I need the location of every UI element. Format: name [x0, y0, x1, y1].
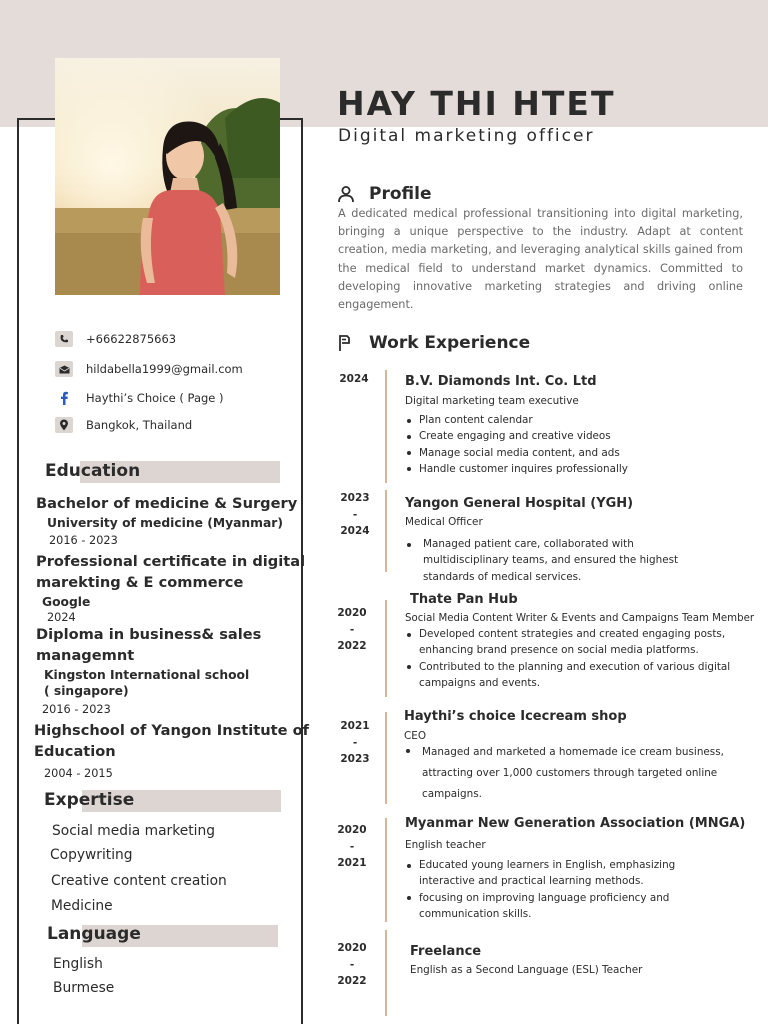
job-bullet-continued: attracting over 1,000 customers through targeted online [422, 767, 718, 779]
job-entry [404, 709, 724, 805]
job-role: CEO [404, 730, 426, 742]
language-item: English [53, 956, 103, 972]
job-entry [405, 592, 754, 691]
contact-phone[interactable] [55, 331, 176, 347]
education-entry [34, 721, 309, 781]
education-years: 2024 [47, 611, 76, 624]
education-entry [36, 494, 297, 548]
mail-icon [55, 361, 73, 377]
education-entry [36, 625, 261, 717]
education-degree: managemnt [36, 646, 135, 664]
education-institution: Google [42, 595, 91, 609]
timeline-line [385, 818, 387, 922]
job-role: Medical Officer [405, 516, 483, 528]
contact-email-text: hildabella1999@gmail.com [86, 362, 243, 376]
education-degree: Education [34, 742, 116, 760]
job-year-separator: - [349, 623, 355, 636]
job-company: B.V. Diamonds Int. Co. Ltd [405, 374, 597, 389]
education-entry [36, 552, 305, 625]
candidate-name: HAY THI HTET [337, 84, 616, 123]
contact-phone-text: +66622875663 [86, 332, 177, 346]
job-bullet-continued: campaigns and events. [419, 676, 541, 689]
job-company: Haythi’s choice Icecream shop [404, 709, 627, 724]
timeline-line [385, 370, 387, 483]
job-bullets [404, 742, 724, 805]
job-role: Social Media Content Writer & Events and Campaigns Team Member [405, 613, 755, 624]
work-heading [337, 333, 530, 353]
education-years: 2016 - 2023 [49, 533, 118, 547]
job-entry [405, 496, 678, 585]
job-role: English teacher [405, 839, 486, 851]
education-degree: marekting & E commerce [36, 573, 244, 591]
job-year: 2022 [337, 975, 367, 987]
contact-location-text: Bangkok, Thailand [86, 418, 193, 432]
job-bullet: Handle customer inquires professionally [405, 461, 628, 477]
language-heading: Language [47, 924, 141, 944]
job-year: 2024 [339, 373, 369, 385]
job-year: 2021 [337, 857, 367, 869]
expertise-item: Copywriting [50, 847, 133, 863]
education-years: 2016 - 2023 [42, 703, 111, 716]
job-company: Thate Pan Hub [410, 592, 518, 607]
location-pin-icon [55, 417, 73, 433]
education-degree: Bachelor of medicine & Surgery [36, 495, 298, 512]
expertise-item: Social media marketing [52, 823, 215, 839]
education-institution: University of medicine (Myanmar) [47, 515, 283, 530]
profile-heading-text: Profile [369, 184, 432, 204]
job-years [332, 940, 372, 990]
job-role: Digital marketing team executive [405, 395, 579, 407]
job-years [335, 718, 375, 768]
job-company: Myanmar New Generation Association (MNGA) [405, 816, 746, 831]
education-degree: Diploma in business& sales [36, 626, 262, 643]
job-year-separator: - [349, 840, 355, 853]
job-year-separator: - [352, 508, 358, 521]
job-bullet: Managed patient care, collaborated with [405, 536, 678, 552]
profile-heading [337, 184, 431, 204]
flag-icon [337, 334, 355, 352]
job-bullet-continued: communication skills. [419, 907, 532, 920]
job-bullet: Create engaging and creative videos [405, 428, 628, 444]
expertise-item: Medicine [51, 898, 113, 914]
candidate-title: Digital marketing officer [338, 126, 595, 146]
job-bullet: Plan content calendar [405, 412, 628, 428]
job-year: 2022 [337, 640, 367, 652]
contact-location [55, 417, 192, 433]
job-bullet: Contributed to the planning and execution of various digital [405, 659, 754, 675]
language-item: Burmese [53, 980, 115, 996]
job-bullet-continued: enhancing brand presence on social media platforms. [419, 644, 699, 657]
timeline-line [385, 930, 387, 1016]
job-year: 2020 [337, 942, 367, 954]
job-entry [405, 816, 745, 922]
job-company: Freelance [410, 944, 482, 959]
work-heading-text: Work Experience [369, 333, 531, 353]
job-bullet-continued: campaigns. [422, 788, 482, 800]
job-year: 2021 [340, 720, 370, 732]
timeline-line [385, 712, 387, 804]
job-year: 2020 [337, 824, 367, 836]
job-bullet-continued: standards of medical services. [423, 570, 582, 583]
job-entry [410, 944, 642, 976]
job-bullet: focusing on improving language proficiency and [405, 890, 745, 906]
job-bullet: Managed and marketed a homemade ice cream business, [404, 742, 724, 763]
education-degree: Highschool of Yangon Institute of [34, 722, 309, 739]
education-years: 2004 - 2015 [44, 767, 113, 780]
education-degree: Professional certificate in digital [36, 553, 306, 570]
job-bullets [405, 857, 745, 922]
education-heading: Education [45, 461, 141, 481]
profile-photo [55, 58, 280, 295]
timeline-line [385, 600, 387, 697]
job-bullet: Developed content strategies and created engaging posts, [405, 626, 754, 642]
contact-facebook[interactable] [55, 390, 224, 406]
job-year: 2020 [337, 607, 367, 619]
job-year: 2024 [340, 525, 370, 537]
job-company: Yangon General Hospital (YGH) [405, 496, 634, 511]
job-years [332, 822, 372, 872]
user-icon [337, 185, 355, 203]
job-bullets [405, 536, 678, 585]
timeline-line [385, 490, 387, 572]
facebook-icon [55, 390, 73, 406]
job-year-separator: - [349, 958, 355, 971]
job-years [332, 605, 372, 655]
expertise-heading: Expertise [44, 790, 135, 810]
job-bullets [405, 412, 628, 477]
job-bullet: Manage social media content, and ads [405, 445, 628, 461]
job-year: 2023 [340, 492, 370, 504]
job-role: English as a Second Language (ESL) Teacher [410, 964, 643, 976]
job-years [334, 371, 374, 388]
job-bullet: Educated young learners in English, emphasizing [405, 857, 745, 873]
contact-email[interactable] [55, 361, 243, 377]
job-bullet-continued: interactive and practical learning methods. [419, 875, 644, 888]
job-year-separator: - [352, 736, 358, 749]
job-bullet-continued: multidisciplinary teams, and ensured the highest [423, 554, 679, 567]
job-year: 2023 [340, 753, 370, 765]
contact-facebook-text: Haythi’s Choice ( Page ) [86, 391, 224, 405]
education-institution: ( singapore) [44, 684, 129, 698]
job-bullets [405, 626, 754, 691]
job-years [335, 490, 375, 540]
job-entry [405, 374, 628, 477]
phone-icon [55, 331, 73, 347]
education-institution: Kingston International school [44, 668, 250, 682]
expertise-item: Creative content creation [51, 873, 227, 889]
profile-summary: A dedicated medical professional transitioning into digital marketing, bringing a unique perspective to the industry. Adapt at content creation, media marketing, and leveraging analytical skills gained from the medical field to understand market dynamics. Committed to developing innovative marketing strategies and driving online engagement. [338, 207, 743, 312]
